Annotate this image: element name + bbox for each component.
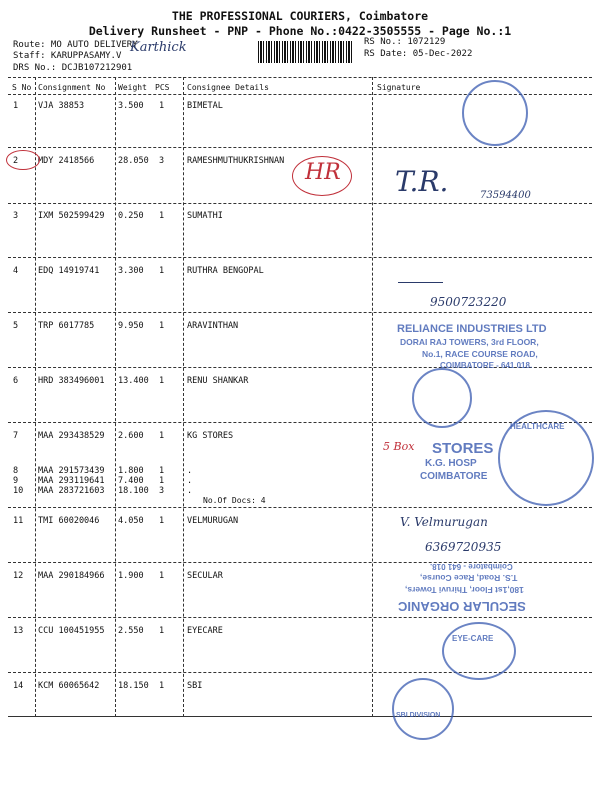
row-pcs: 1 — [159, 571, 165, 581]
row-pcs: 1 — [159, 681, 165, 691]
col-header-weight: Weight — [118, 83, 147, 92]
row-sno: 2 — [13, 156, 19, 166]
row-sno: 11 — [13, 516, 24, 526]
sbi-stamp-text: SBI DIVISION — [396, 712, 441, 719]
row-consignment: MAA 293438529 — [38, 431, 105, 441]
no-of-docs: No.Of Docs: 4 — [203, 496, 266, 505]
reliance-stamp-line3: No.1, RACE COURSE ROAD, — [422, 349, 538, 359]
staff-label: Staff: KARUPPASAMY.V — [13, 51, 122, 61]
row-pcs: 3 — [159, 156, 165, 166]
row-consignee: . — [187, 476, 193, 486]
row-pcs: 1 — [159, 211, 165, 221]
secular-stamp-line2: 180,1st Floor, Thiruvi Towers, — [405, 585, 524, 595]
healthcare-stamp-text: HEALTHCARE — [510, 422, 565, 431]
row-consignee: SBI — [187, 681, 203, 691]
row-consignment: MDY 2418566 — [38, 156, 95, 166]
row-weight: 28.050 — [118, 156, 149, 166]
row-consignment: TRP 6017785 — [38, 321, 95, 331]
row-pcs: 3 — [159, 486, 165, 496]
secular-stamp-line4: Coimbatore - 641 018. — [430, 562, 513, 571]
row-consignment: EDQ 14919741 — [38, 266, 100, 276]
col-divider — [372, 77, 373, 717]
row11-phone: 6369720935 — [425, 540, 502, 554]
row-consignee: KG STORES — [187, 431, 234, 441]
row-weight: 13.400 — [118, 376, 149, 386]
row2-hr-mark: HR — [305, 160, 341, 185]
row2-hr-circle — [292, 156, 352, 196]
row-consignee: . — [187, 466, 193, 476]
row-consignment: HRD 383496001 — [38, 376, 105, 386]
row-weight: 1.900 — [118, 571, 144, 581]
row-pcs: 1 — [159, 101, 165, 111]
row-sno: 5 — [13, 321, 19, 331]
row-sno: 14 — [13, 681, 24, 691]
row-pcs: 1 — [159, 476, 165, 486]
col-header-consignee: Consignee Details — [187, 83, 269, 92]
row-sno: 4 — [13, 266, 19, 276]
row-sno: 12 — [13, 571, 24, 581]
row-rule — [8, 507, 592, 508]
company-title: THE PROFESSIONAL COURIERS, Coimbatore — [171, 9, 429, 23]
row-pcs: 1 — [159, 516, 165, 526]
row-consignee: . — [187, 486, 193, 496]
route-label: Route: MO AUTO DELIVERY — [13, 40, 138, 50]
row-rule — [8, 422, 592, 423]
col-header-pcs: PCS — [155, 83, 170, 92]
row-consignment: IXM 502599429 — [38, 211, 105, 221]
row-consignee: ARAVINTHAN — [187, 321, 239, 331]
col-header-sno: S No — [12, 83, 32, 92]
row-sno: 10 — [13, 486, 24, 496]
company-seal-stamp — [462, 80, 528, 146]
row-weight: 1.800 — [118, 466, 144, 476]
row-consignee: VELMURUGAN — [187, 516, 239, 526]
eyecare-stamp-text: EYE-CARE — [452, 634, 494, 643]
col-divider — [115, 77, 116, 717]
row-weight: 3.500 — [118, 101, 144, 111]
secular-stamp-line1: SECULAR ORGANIC — [398, 599, 526, 614]
row2-phone: 73594400 — [480, 190, 531, 201]
row-consignee: SUMATHI — [187, 211, 223, 221]
row-weight: 18.150 — [118, 681, 149, 691]
barcode — [258, 41, 354, 63]
reliance-stamp-line2: DORAI RAJ TOWERS, 3rd FLOOR, — [400, 337, 539, 347]
staff-signature: Karthick — [130, 40, 187, 55]
row2-circle-mark — [6, 150, 40, 170]
row-consignment: KCM 60065642 — [38, 681, 100, 691]
row-rule — [8, 147, 592, 148]
row-consignment: MAA 291573439 — [38, 466, 105, 476]
row-weight: 4.050 — [118, 516, 144, 526]
kg-stamp-line3: COIMBATORE — [420, 471, 488, 482]
row-weight: 0.250 — [118, 211, 144, 221]
kg-stamp-line2: K.G. HOSP — [425, 458, 477, 469]
table-bottom-rule — [8, 716, 592, 717]
row-consignment: MAA 290184966 — [38, 571, 105, 581]
row-sno: 6 — [13, 376, 19, 386]
row-consignee: RUTHRA BENGOPAL — [187, 266, 264, 276]
row-pcs: 1 — [159, 376, 165, 386]
row-sno: 9 — [13, 476, 19, 486]
row-sno: 1 — [13, 101, 19, 111]
row-weight: 3.300 — [118, 266, 144, 276]
rs-number: RS No.: 1072129 — [364, 37, 446, 47]
row-sno: 7 — [13, 431, 19, 441]
row-consignment: MAA 293119641 — [38, 476, 105, 486]
row2-signature: T.R. — [395, 165, 449, 198]
row7-box-note: 5 Box — [383, 440, 415, 453]
col-header-signature: Signature — [377, 83, 421, 92]
row-weight: 2.550 — [118, 626, 144, 636]
kg-stamp-line1: STORES — [432, 440, 494, 457]
row-consignee: BIMETAL — [187, 101, 223, 111]
row-sno: 3 — [13, 211, 19, 221]
row4-signature — [398, 270, 443, 283]
sbi-seal-stamp — [392, 678, 454, 740]
col-divider — [35, 77, 36, 717]
row-consignment: VJA 38853 — [38, 101, 85, 111]
row-pcs: 1 — [159, 431, 165, 441]
col-header-consignment: Consignment No — [38, 83, 106, 92]
row4-phone: 9500723220 — [430, 295, 507, 309]
reliance-stamp-line1: RELIANCE INDUSTRIES LTD — [397, 323, 547, 335]
row-sno: 8 — [13, 466, 19, 476]
table-top-rule — [8, 77, 592, 78]
row-pcs: 1 — [159, 266, 165, 276]
row-consignee: RENU SHANKAR — [187, 376, 249, 386]
row-rule — [8, 617, 592, 618]
row-consignee: RAMESHMUTHUKRISHNAN — [187, 156, 285, 166]
row-pcs: 1 — [159, 466, 165, 476]
row-weight: 9.950 — [118, 321, 144, 331]
drs-label: DRS No.: DCJB107212901 — [13, 63, 133, 73]
runsheet-title: Delivery Runsheet - PNP - Phone No.:0422-3505555 - Page No.:1 — [88, 24, 512, 38]
secular-stamp-line3: T.S. Road, Race Course, — [420, 573, 518, 583]
row-consignment: TMI 60020046 — [38, 516, 100, 526]
row-consignment: MAA 283721603 — [38, 486, 105, 496]
row-rule — [8, 203, 592, 204]
col-divider — [183, 77, 184, 717]
row11-signature-name: V. Velmurugan — [400, 515, 488, 529]
reliance-stamp-line4: COIMBATORE - 641 018. — [440, 361, 533, 370]
row-rule — [8, 312, 592, 313]
row-weight: 2.600 — [118, 431, 144, 441]
row-sno: 13 — [13, 626, 24, 636]
row-rule — [8, 672, 592, 673]
row-consignee: EYECARE — [187, 626, 223, 636]
row-rule — [8, 257, 592, 258]
hospital-seal-stamp — [412, 368, 472, 428]
eyecare-seal-stamp — [442, 622, 516, 680]
row-pcs: 1 — [159, 321, 165, 331]
row-consignment: CCU 100451955 — [38, 626, 105, 636]
row-weight: 18.100 — [118, 486, 149, 496]
row-pcs: 1 — [159, 626, 165, 636]
row-consignee: SECULAR — [187, 571, 223, 581]
rs-date: RS Date: 05-Dec-2022 — [364, 49, 473, 59]
row-weight: 7.400 — [118, 476, 144, 486]
